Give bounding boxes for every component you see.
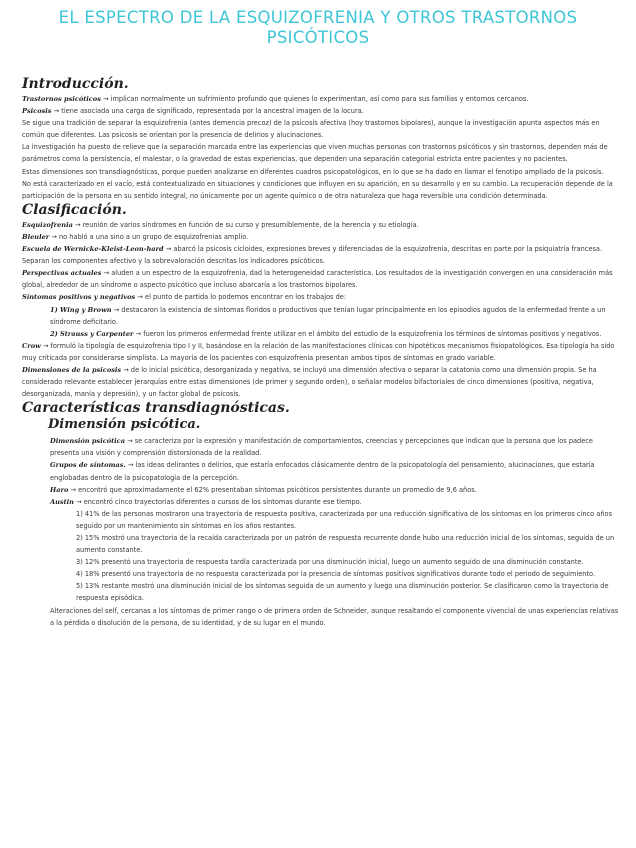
term-bleuler: Bleuler <box>22 232 50 241</box>
trajectory-item-1: 1) 41% de las personas mostraron una trayectoria de respuesta positiva, caracterizada por una reducción significativa de los síntomas en los primeros cinco años seguido por un mantenimiento sin síntomas en los años restantes. <box>76 509 612 530</box>
intro-paragraph-6: No está caracterizado en el vacío, está contextualizado en situaciones y condiciones que influyen en su aparición, en su desarrollo y en su cambio. La recuperación depende de la participación de la persona en su sentido integral, no únicamente por un agente químico o de otra naturaleza que haga reversible una condición determinada. <box>22 179 613 200</box>
clasif-paragraph-4: Perspectivas actuales → aluden a un espectro de la esquizofrenia, dad la heterogeneidad característica. Los resultados de la investigación convergen en una consideración más global, alrededor de un síndrome o aspecto psicótico que incluso abarcaría a los trastornos bipolares. <box>22 269 613 290</box>
clasif-list-item-2: 2) Strauss y Carpenter → fueron los primeros enfermedad frente utilizar en el ámbito del estudio de la esquizofrenia los términos de síntomas positivos y negativos. <box>50 329 602 338</box>
term-perspectivas-actuales: Perspectivas actuales <box>22 269 102 278</box>
term-escuela-wernicke: Escuela de Wernicke-Kleist-Leon-hard <box>22 245 164 254</box>
heading-caracteristicas: Características transdiagnósticas. <box>22 400 290 417</box>
heading-clasificacion: Clasificación. <box>22 201 127 218</box>
term-trastornos-psicoticos: Trastornos psicóticos <box>22 95 101 103</box>
carac-paragraph-2: Grupos de síntomas. → las ideas delirantes o delirios, que estaría enfocados clásicamente dentro de la psicopatología del pensamiento, alucinaciones, que estaría englobadas dentro de la psicopatología de la percepción. <box>50 461 595 482</box>
clasif-paragraph-6: Crow → formuló la tipología de esquizofrenia tipo I y II, basándose en la relación de las manifestaciones clínicas con hipotéticos mecanismos fisiopatológicos. Esa tipología ha sido muy criticada por considerarse simplista. La mayoría de los pacientes con esquizofrenia presentan ambos tipos de síntomas en grado variable. <box>22 341 615 362</box>
carac-paragraph-1: Dimensión psicótica → se caracteriza por la expresión y manifestación de comportamientos, creencias y percepciones que indican que la persona que los padece presenta una visión y comprensión distorsionada de la realidad. <box>50 437 593 458</box>
trajectory-item-3: 3) 12% presentó una trayectoria de respuesta tardía caracterizada por una disminución inicial, luego un aumento seguido de una disminución constante. <box>76 558 584 567</box>
document-body <box>22 76 622 629</box>
term-crow: Crow <box>22 341 41 350</box>
document-title: EL ESPECTRO DE LA ESQUIZOFRENIA Y OTROS TRASTORNOS PSICÓTICOS <box>58 8 578 47</box>
carac-paragraph-3: Haro → encontró que aproximadamente el 62% presentaban síntomas psicóticos persistentes durante un promedio de 9,6 años. <box>50 485 477 494</box>
carac-paragraph-4: Austin → encontró cinco trayectorias diferentes o cursos de los síntomas durante ese tiempo. <box>50 497 362 506</box>
term-esquizofrenia: Esquizofrenia <box>22 220 73 229</box>
clasif-paragraph-2: Bleuler → no habló a una sino a un grupo de esquizofrenias amplio. <box>22 232 249 241</box>
intro-paragraph-5: Estas dimensiones son transdiagnósticas, porque pueden analizarse en diferentes cuadros psicopatológicos, en lo que se ha dado en llamar el fenotipo ampliado de la psicosis. <box>22 167 604 176</box>
heading-introduccion: Introducción. <box>22 76 129 92</box>
term-dimensiones-psicosis: Dimensiones de la psicosis <box>22 365 122 374</box>
clasif-list-item-1: 1) Wing y Brown → destacaron la existencia de síntomas floridos o productivos que tenían lugar principalmente en los episodios agudos de la enfermedad frente a un síndrome deficitario. <box>50 305 606 326</box>
term-dimension-psicotica: Dimensión psicótica <box>50 437 125 446</box>
intro-paragraph-4: La investigación ha puesto de relieve que la separación marcada entre las experiencias que viven muchas personas con trastornos psicóticos y sin trastornos, dependen más de parámetros como la persistencia, el malestar, o la gravedad de estas experiencias, que dependen una separación categorial estricta entre pacientes y no pacientes. <box>22 143 608 164</box>
clasif-paragraph-3: Escuela de Wernicke-Kleist-Leon-hard → abarcó la psicosis cicloides, expresiones breves y diferenciadas de la esquizofrenia, descritas en parte por la psiquiatría francesa. Separan los componentes afectivo y la sobrevaloración descritas los indicadores psicóticos. <box>22 245 603 266</box>
clasif-paragraph-5: Síntomas positivos y negativos → el punto de partida lo podemos encontrar en los trabajos de: <box>22 293 347 302</box>
intro-paragraph-2: Psicosis → tiene asociada una carga de significado, representada por la ancestral imagen de la locura. <box>22 107 364 116</box>
trajectory-item-4: 4) 18% presentó una trayectoria de no respuesta caracterizada por la presencia de síntomas positivos significativos durante todo el periodo de seguimiento. <box>76 570 596 579</box>
term-grupos-sintomas: Grupos de síntomas. <box>50 461 126 470</box>
term-wing-brown: 1) Wing y Brown <box>50 305 112 314</box>
term-psicosis: Psicosis <box>22 107 52 116</box>
intro-paragraph-3: Se sigue una tradición de separar la esquizofrenia (antes demencia precoz) de la psicosis afectiva (hoy trastornos bipolares), aunque la investigación apunta aspectos más en común que diferentes. Las psicosis se orientan por la presencia de delirios y alucinaciones. <box>22 119 600 140</box>
intro-paragraph-1: Trastornos psicóticos → implican normalmente un sufrimiento profundo que quienes lo experimentan, así como para sus familias y entornos cercanos. <box>22 95 529 103</box>
term-sintomas-positivos-negativos: Síntomas positivos y negativos <box>22 293 136 302</box>
clasif-paragraph-1: Esquizofrenia → reunión de varios síndromes en función de su curso y presumiblemente, de la herencia y su etiología. <box>22 220 419 229</box>
clasif-paragraph-7: Dimensiones de la psicosis → de lo inicial psicótica, desorganizada y negativa, se incluyó una dimensión afectiva o separar la catatonia como una dimensión propia. Se ha considerado relevante establecer jerarquías entre estas dimensiones (de primer y segundo orden), o señalar modelos bifactoriales de cinco dimensiones (positiva, negativa, desorganizada, manía y depresión), y un factor global de psicosis. <box>22 365 597 399</box>
trajectory-item-5: 5) 13% restante mostró una disminución inicial de los síntomas seguida de un aumento y luego una disminución posterior. Se clasificaron como la trayectoria de respuesta episódica. <box>76 582 609 603</box>
trajectory-item-2: 2) 15% mostró una trayectoria de la recaída caracterizada por un patrón de respuesta recurrente donde hubo una reducción inicial de los síntomas, seguida de un aumento constante. <box>76 534 615 555</box>
subheading-dimension-psicotica: Dimensión psicótica. <box>48 417 201 433</box>
term-haro: Haro <box>50 485 69 494</box>
carac-closing-paragraph: Alteraciones del self, cercanas a los síntomas de primer rango o de primera orden de Schneider, aunque resaltando el componente vivencial de unas experiencias relativas a la pérdida o disolución de la persona, de su identidad, y de su lugar en el mundo. <box>50 606 619 627</box>
term-austin: Austin <box>50 497 74 506</box>
term-strauss-carpenter: 2) Strauss y Carpenter <box>50 329 134 338</box>
